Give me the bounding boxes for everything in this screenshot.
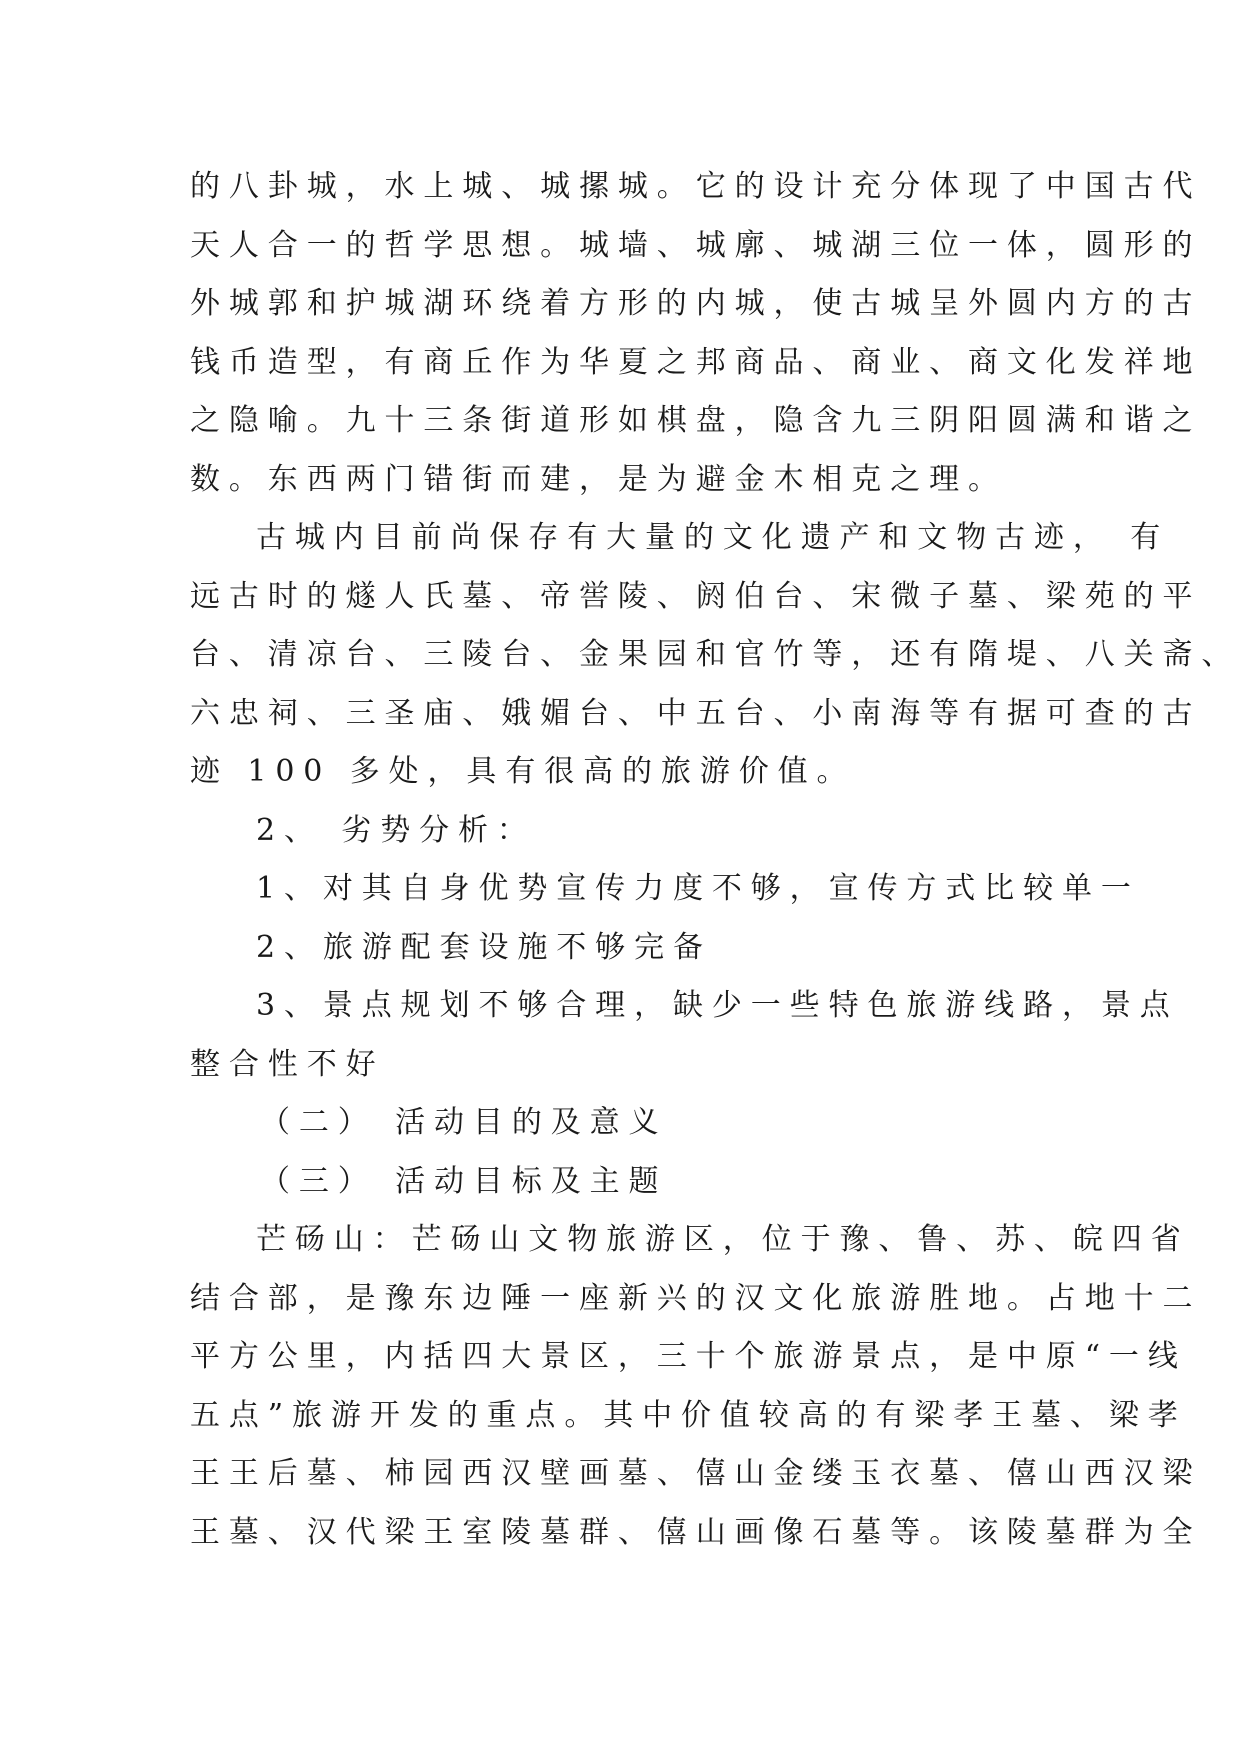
text-line: 芒砀山：芒砀山文物旅游区，位于豫、鲁、苏、皖四省 [256, 1222, 1190, 1257]
text-line: 平方公里，内括四大景区，三十个旅游景点，是中原“一线 [190, 1339, 1187, 1374]
text-line: 迹 100 多处，具有很高的旅游价值。 [190, 754, 856, 789]
text-line: 外城郭和护城湖环绕着方形的内城，使古城呈外圆内方的古 [190, 286, 1202, 321]
text-line: 王墓、汉代梁王室陵墓群、僖山画像石墓等。该陵墓群为全 [190, 1514, 1202, 1550]
heading-goals-theme: （三） 活动目标及主题 [260, 1163, 668, 1199]
text-line: 的八卦城，水上城、城摞城。它的设计充分体现了中国古代 [190, 169, 1202, 204]
text-line: 之隐喻。九十三条街道形如棋盘，隐含九三阴阳圆满和谐之 [190, 403, 1202, 438]
text-line: 钱币造型，有商丘作为华夏之邦商品、商业、商文化发祥地 [190, 344, 1202, 380]
paragraph-mangdang-mountain [190, 1211, 1202, 1562]
list-item-2: 2、旅游配套设施不够完备 [256, 929, 712, 965]
heading-purpose-significance: （二） 活动目的及意义 [260, 1105, 668, 1140]
heading-weakness-analysis: 2、 劣势分析： [256, 812, 536, 848]
text-line: 整合性不好 [190, 1046, 385, 1082]
text-line: 王王后墓、柿园西汉壁画墓、僖山金缕玉衣墓、僖山西汉梁 [190, 1456, 1202, 1491]
text-line: 台、清凉台、三陵台、金果园和官竹等，还有隋堤、八关斋、 [190, 637, 1241, 672]
text-line: 六忠祠、三圣庙、娥媚台、中五台、小南海等有据可查的古 [190, 695, 1202, 731]
text-line: 五点”旅游开发的重点。其中价值较高的有梁孝王墓、梁孝 [190, 1397, 1187, 1433]
text-line: 结合部，是豫东边陲一座新兴的汉文化旅游胜地。占地十二 [190, 1280, 1202, 1316]
list-item-3 [190, 977, 1179, 1094]
paragraph-cultural-heritage [190, 509, 1241, 802]
text-line: 3、景点规划不够合理，缺少一些特色旅游线路，景点 [256, 988, 1179, 1023]
text-line: 天人合一的哲学思想。城墙、城廓、城湖三位一体，圆形的 [190, 227, 1202, 263]
text-line: 古城内目前尚保存有大量的文化遗产和文物古迹， 有 [256, 520, 1170, 555]
text-line: 数。东西两门错街而建，是为避金木相克之理。 [190, 461, 1007, 497]
list-item-1: 1、对其自身优势宣传力度不够，宣传方式比较单一 [256, 871, 1140, 906]
text-line: 远古时的燧人氏墓、帝喾陵、阏伯台、宋微子墓、梁苑的平 [190, 578, 1202, 614]
document-page [190, 158, 1241, 1562]
paragraph-city-design [190, 158, 1202, 509]
